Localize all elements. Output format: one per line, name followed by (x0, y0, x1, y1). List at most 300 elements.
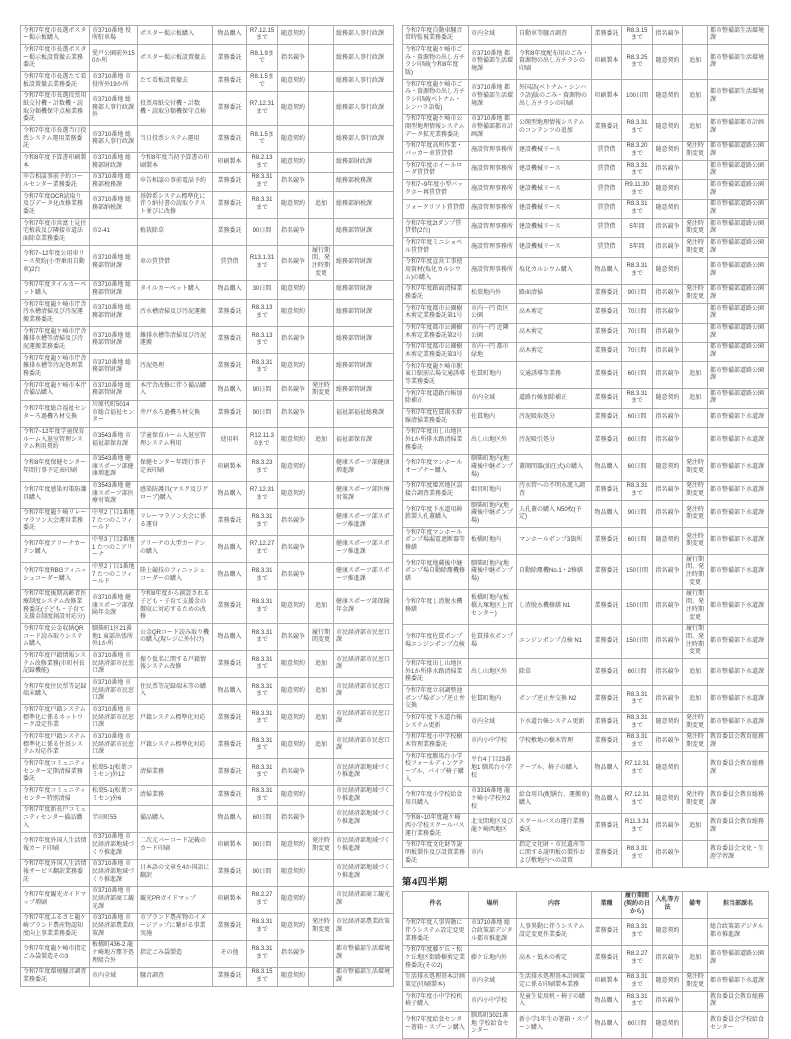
table-cell: 佐貫町地内 (469, 362, 517, 389)
table-row (21, 26, 394, 45)
table-cell: 指名競争 (653, 427, 683, 454)
table-cell: 令和7年度馴馬台小学校フォールディングテーブル、パイプ椅子購入 (403, 752, 469, 787)
table-cell (309, 562, 334, 589)
table-cell: 物品購入 (592, 454, 622, 481)
table-cell: 振り仮名に関する戸籍情報システム改修 (138, 651, 213, 678)
table-cell: 総務部人事行政課 (334, 126, 394, 153)
table-cell: 物品購入 (213, 535, 247, 562)
table-row (403, 238, 769, 257)
table-cell: 業務委託 (213, 732, 247, 759)
table-cell: 市民経済部市民窓口課 (334, 624, 394, 651)
table-cell: 井戸水ろ過機ろ材交換 (138, 400, 213, 427)
table-cell: 随意契約 (278, 589, 309, 624)
table-cell: 指名競争 (653, 732, 683, 751)
table-cell: 随意契約 (278, 354, 309, 381)
table-cell: 令和7年度直営工事使用資材(塩化カルシウム)の購入 (403, 257, 469, 284)
table-cell: 令和7年度総合福祉センターろ過機ろ材交換 (21, 400, 90, 427)
table-cell: マンホールポンプ3箇所 (517, 528, 592, 555)
table-cell: 物品購入 (592, 257, 622, 284)
table-cell: 随意契約 (278, 886, 309, 913)
table-cell: 都市整備部下水道課 (708, 713, 769, 732)
table-cell: 業務委託 (213, 91, 247, 126)
table-cell (683, 992, 708, 1011)
table-cell (309, 126, 334, 153)
table-cell: 下水道台帳システム更新 (517, 713, 592, 732)
table-cell: 物品購入 (213, 562, 247, 589)
table-cell: 追加 (683, 45, 708, 80)
table-cell: 業務委託 (592, 389, 622, 408)
table-cell: 5年間 (622, 219, 653, 238)
table-cell: 交通誘導等業務 (517, 362, 592, 389)
table-cell (309, 219, 334, 246)
table-cell: 業務委託 (592, 342, 622, 361)
table-cell: 令和7年度高所作業・パッカー車賃貸借 (403, 141, 469, 160)
table-cell (309, 535, 334, 562)
table-cell: 清掃業務 (138, 759, 213, 786)
table-cell: 松葉5-1(松葉コミセン)外12 (90, 759, 138, 786)
table-cell: 随意契約 (278, 705, 309, 732)
table-row (403, 362, 769, 389)
table-cell: 令和7年度小学校給食用具購入 (403, 786, 469, 813)
table-cell (683, 408, 708, 427)
table-cell: 発注時期変更 (683, 141, 708, 160)
table-row (403, 180, 769, 199)
table-row (403, 555, 769, 590)
table-cell: 市3710番地 市民経済部市民窓口課 (90, 678, 138, 705)
table-cell: 施設管理事務所 (469, 180, 517, 199)
table-cell: 物品購入 (592, 501, 622, 528)
table-cell: 教育委員会文化・生涯学習課 (708, 840, 769, 867)
table-cell: 都市整備部道路公園課 (708, 180, 769, 199)
table-cell: 市3710番地 健康スポーツ部保険年金課 (90, 589, 138, 624)
table-row (403, 659, 769, 686)
table-cell: 令和7年度し渣脱水機修繕 (403, 589, 469, 624)
table-cell: 市民経済部地域づくり推進課 (334, 786, 394, 805)
table-cell: 随意契約 (278, 280, 309, 299)
table-cell: 150日間 (622, 555, 653, 590)
table-cell: 随意契約 (653, 199, 683, 218)
table-cell: 給食用具(配膳台、運搬車)購入 (517, 786, 592, 813)
table-cell: 追加 (683, 389, 708, 408)
table-cell: 令和8年度当初予算書の印刷製本 (138, 153, 213, 172)
table-cell: 指名競争 (653, 945, 683, 972)
table-row (403, 284, 769, 303)
table-cell: 健康スポーツ部医療対策課 (334, 481, 394, 508)
table-row (403, 945, 769, 972)
table-row (21, 786, 394, 805)
table-cell: 指名競争 (653, 992, 683, 1011)
table-cell: 令和7年度市長選たて看板設置撤去業務委託 (21, 72, 90, 91)
table-cell: 指名競争 (653, 555, 683, 590)
table-cell (309, 172, 334, 191)
table-cell: 発注時期変更 (683, 481, 708, 500)
table-cell: 出し山地区外 (469, 659, 517, 686)
table-row (403, 141, 769, 160)
table-cell: 令和8年度予算書印刷製本 (21, 153, 90, 172)
table-cell: 90日間 (622, 501, 653, 528)
table-cell: 指名競争 (653, 589, 683, 624)
table-cell: 令和7年度ホイールローダ賃貸借 (403, 161, 469, 180)
table-cell: 追加 (309, 651, 334, 678)
table-cell (309, 327, 334, 354)
table-cell: 指名競争 (653, 304, 683, 323)
table-cell: 市内一円 都市緑地 (469, 342, 517, 361)
table-row (21, 535, 394, 562)
table-cell: 業務委託 (592, 840, 622, 867)
table-cell: 都市整備部下水道課 (708, 427, 769, 454)
table-cell: 業務委託 (592, 362, 622, 389)
table-cell: エンジンポンプ点検 N1 (517, 624, 592, 659)
table-cell: 基幹系システム標準化に伴う納付書の読取りテスト並びに改修 (138, 192, 213, 219)
table-cell: 公開型地理情報システムのコンテンツの追加 (517, 114, 592, 141)
table-cell: 追加 (683, 686, 708, 713)
table-row (403, 161, 769, 180)
table-cell: 追加 (683, 362, 708, 389)
table-cell: 都市整備部道路公園課 (708, 238, 769, 257)
table-cell (309, 400, 334, 427)
table-cell: 90日間 (247, 400, 278, 427)
table-cell: 都市整備部道路公園課 (708, 219, 769, 238)
table-cell: R8.1.5まで (247, 72, 278, 91)
table-cell: 追加 (683, 114, 708, 141)
table-cell: R8.3.31まで (622, 713, 653, 732)
table-cell: R8.3.31まで (247, 759, 278, 786)
table-cell: 履行期間、発注時期変更 (309, 246, 334, 281)
table-cell: 随意契約 (278, 967, 309, 986)
table-cell (309, 759, 334, 786)
table-cell: 指名競争 (278, 805, 309, 832)
table-cell: 都市整備部都市計画課 (708, 114, 769, 141)
table-cell: 市3710番地 都市整備部生活環境課 (469, 80, 517, 115)
table-cell: 総務部管財課 (334, 280, 394, 299)
table-row (21, 705, 394, 732)
table-cell: 健康スポーツ部スポーツ推進課 (334, 508, 394, 535)
table-cell: 令和7年度タイルカーペット購入 (21, 280, 90, 299)
table-cell: 60日間 (622, 454, 653, 481)
table-cell: 市3710番地 総務部管財課 (90, 327, 138, 354)
table-cell: 物品購入 (213, 26, 247, 45)
table-cell: 市3543番地 健康スポーツ部健康増進課 (90, 454, 138, 481)
table-cell: 都市整備部生活環境課 (708, 80, 769, 115)
table-cell: 指名競争 (653, 813, 683, 840)
table-cell: 中里3丁目2番地1 たつのこアリーナ (90, 535, 138, 562)
table-cell: 随意契約 (653, 257, 683, 284)
table-cell: 令和7年度下水道用鋳鉄製人孔蓋購入 (403, 501, 469, 528)
table-cell: 汚水管への不明水流入調査 (517, 481, 592, 500)
table-cell: 総務部人事行政課 (334, 72, 394, 91)
table-cell: 令和7年度コミュニティセンター特別清掃 (21, 786, 90, 805)
table-row (403, 501, 769, 528)
table-cell: 市3710番地 総務部人事行政課外 (90, 91, 138, 126)
table-cell: 90日間 (622, 284, 653, 303)
table-cell (683, 26, 708, 45)
table-cell: 中里2丁目1番地7 たつのこフィールド (90, 562, 138, 589)
table-cell: 市3710番地 都市整備部生活環境課 (469, 45, 517, 80)
table-cell: 物品購入 (213, 481, 247, 508)
table-cell: 発注時期変更 (683, 501, 708, 528)
table-cell: 指名競争 (653, 501, 683, 528)
table-cell: 物品購入 (213, 280, 247, 299)
table-cell: 令和7年度ふるさと龍ケ崎ブランド農産物認知度向上事業業務委託 (21, 913, 90, 940)
table-cell: R8.3.31まで (622, 732, 653, 751)
table-cell: 発注時期変更 (683, 786, 708, 813)
table-row (403, 972, 769, 991)
table-cell: 自動車等騒音調査 (517, 26, 592, 45)
table-cell: 都市整備部道路公園課 (708, 161, 769, 180)
table-cell: R8.3.31まで (622, 686, 653, 713)
table-row (21, 300, 394, 327)
table-cell: 指名競争 (653, 161, 683, 180)
table-cell: 市内全域 (469, 389, 517, 408)
table-cell: 業務委託 (213, 300, 247, 327)
table-cell: 都市整備部下水道課 (708, 972, 769, 991)
table-cell (309, 300, 334, 327)
table-cell: 追加 (683, 813, 708, 840)
table-cell: 随意契約 (653, 80, 683, 115)
table-cell: 随意契約 (653, 389, 683, 408)
table-row (403, 219, 769, 238)
table-cell: ポスター掲示板設置撤去 (138, 45, 213, 72)
table-row (21, 45, 394, 72)
table-cell: 総務部財政課 (334, 153, 394, 172)
table-cell: 150日間 (622, 589, 653, 624)
table-cell (309, 72, 334, 91)
table-cell (309, 454, 334, 481)
table-cell: 日本語の文章を4か国語に翻訳 (138, 859, 213, 886)
table-cell: 随意契約 (278, 427, 309, 454)
table-cell: 令和7年度コミュニティセンター定期清掃業務委託 (21, 759, 90, 786)
table-cell: 随意契約 (653, 713, 683, 732)
table-cell: 随意契約 (278, 26, 309, 45)
table-cell: 出し山地区外 (469, 427, 517, 454)
table-row (403, 80, 769, 115)
table-cell: 車の賃貸借 (138, 246, 213, 281)
table-row (21, 481, 394, 508)
table-row (21, 886, 394, 913)
table-cell: 随意契約 (278, 91, 309, 126)
table-cell: 総務部人事行政課 (334, 91, 394, 126)
table-cell: 市3710番地 総務部管財課 (90, 300, 138, 327)
table-cell: 姫宮町地内 (469, 481, 517, 500)
table-cell: 令和7年度龍ケ崎市ごみ・資源物の出し方チラシ印刷(令和8年度版) (403, 45, 469, 80)
fourth-quarter-heading: 第4四半期 (402, 876, 448, 888)
table-cell: 令和7年度OCR読取り及びデータ化改修業務委託 (21, 192, 90, 219)
table-cell: 都市整備部道路公園課 (708, 284, 769, 303)
table-cell: 発注時期変更 (683, 454, 708, 481)
table-cell: 指名競争 (278, 508, 309, 535)
table-cell: 市3710番地 総務部人事行政課 (90, 126, 138, 153)
table-cell: 馴柴町地内(地蔵後中継ポンプ場) (469, 501, 517, 528)
table-cell: 印刷製本 (592, 972, 622, 991)
table-cell: 令和7年度RBGフィニッシュコーダー購入 (21, 562, 90, 589)
table-cell: R8.2.13まで (247, 153, 278, 172)
table-cell: 馴柴町地内(地蔵後中継ポンプ場) (469, 454, 517, 481)
table-row (21, 805, 394, 832)
table-cell: R8.2.27まで (247, 886, 278, 913)
table-cell: 60日間 (247, 805, 278, 832)
table-cell (683, 323, 708, 342)
table-row (403, 342, 769, 361)
table-cell: 市3710番地 市民経済部地域づくり推進課 (90, 832, 138, 859)
table-cell: 随意契約 (653, 141, 683, 160)
table-cell: 令和7年度市営富士見住宅植栽及び隣接市道法面除草業務委託 (21, 219, 90, 246)
table-cell: 業務委託 (592, 555, 622, 590)
table-row (403, 304, 769, 323)
table-cell: 令和7年度龍ケ崎市ごみ・資源物の出し方チラシ印刷(ベトナム・シンハラ語版) (403, 80, 469, 115)
table-cell: 総務部管財課 (334, 300, 394, 327)
table-row (403, 786, 769, 813)
table-cell: し渣脱水機修繕 N1 (517, 589, 592, 624)
table-cell: 業務委託 (592, 918, 622, 945)
table-cell: 人事異動に伴うシステム設定変更作業委託 (517, 918, 592, 945)
table-cell: 馴馬町3021番地 学校給食センター (469, 1011, 517, 1038)
table-cell: 教育委員会教育総務課 (708, 992, 769, 1011)
table-cell: R8.3.31まで (622, 972, 653, 991)
table-cell: 都市整備部道路公園課 (708, 945, 769, 972)
table-row (403, 114, 769, 141)
table-cell: 都市整備部下水道課 (708, 408, 769, 427)
table-cell: 令和7年度感染対策防護具購入 (21, 481, 90, 508)
table-cell: その他 (213, 940, 247, 967)
table-cell: 都市整備部下水道課 (708, 686, 769, 713)
table-cell: 物品購入 (213, 678, 247, 705)
table-cell: 30日間 (247, 280, 278, 299)
table-cell: 建設機械リース (517, 161, 592, 180)
table-cell: 業務委託 (213, 400, 247, 427)
table-row (403, 589, 769, 624)
table-cell (309, 91, 334, 126)
table-cell: 業務委託 (592, 589, 622, 624)
table-cell: 随意契約 (653, 45, 683, 80)
table-cell: 蓋開閉器(油圧式)の購入 (517, 454, 592, 481)
table-row (21, 219, 394, 246)
table-cell: 令和7年度住民票等記録端末購入 (21, 678, 90, 705)
table-cell: 発注時期変更 (683, 528, 708, 555)
table-cell: 市3710番地 市役所外19か所 (90, 72, 138, 91)
table-cell: 北文間地区及び龍ケ崎西地区 (469, 813, 517, 840)
table-cell: 令和7年度マンホールポンプ場漏電遮断器等修繕 (403, 528, 469, 555)
table-cell: 都市整備部下水道課 (708, 659, 769, 686)
table-cell: 追加 (309, 427, 334, 454)
table-cell: R8.3.31まで (247, 678, 278, 705)
table-cell: 100日間 (622, 80, 653, 115)
table-cell: R8.3.31まで (622, 992, 653, 1011)
table-cell: 市内小中学校 (469, 992, 517, 1011)
table-cell: R8.3.31まで (247, 589, 278, 624)
table-cell: 佐貫地内 (469, 408, 517, 427)
table-cell: 印刷製本 (213, 886, 247, 913)
table-cell: 業務委託 (592, 304, 622, 323)
table-cell: 総務部納税課 (334, 192, 394, 219)
table-cell: 都市整備部生活環境課 (334, 967, 394, 986)
table-cell: 市民経済部商工観光課 (334, 886, 394, 913)
table-cell: 施設管理事務所 (469, 219, 517, 238)
table-row (403, 257, 769, 284)
table-cell: 市内小中学校 (469, 732, 517, 751)
table-cell: 平台4丁目23番地1 馴馬台小学校 (469, 752, 517, 787)
table-cell: 戸籍システム標準化対応 (138, 732, 213, 759)
column-header: 履行期間(契約の日から) (622, 891, 653, 918)
table-cell: 60日間 (622, 528, 653, 555)
table-cell: 賃貸借 (592, 180, 622, 199)
table-cell: 指名競争 (653, 342, 683, 361)
table-cell: 都市整備部道路公園課 (708, 362, 769, 389)
table-cell: 指名競争 (653, 284, 683, 303)
table-cell: 業務委託 (213, 786, 247, 805)
table-cell: 市3543番地 健康スポーツ部医療対策課 (90, 481, 138, 508)
table-cell: 60日間 (622, 659, 653, 686)
table-cell: 市3710番地 市民経済部市民窓口課 (90, 651, 138, 678)
table-cell: 発注時期変更 (683, 713, 708, 732)
table-cell: 総務部管財課 (334, 381, 394, 400)
table-cell: 令和7年度ミニショベル賃貸借 (403, 238, 469, 257)
table-cell (683, 161, 708, 180)
table-row (403, 1011, 769, 1038)
table-cell: 随意契約 (653, 180, 683, 199)
table-cell: 業務委託 (213, 327, 247, 354)
table-cell: 発注時期変更 (683, 284, 708, 303)
table-cell: 指名競争 (278, 381, 309, 400)
table-row (403, 528, 769, 555)
table-cell: 令和7年度自動車騒音常時監視業務委託 (403, 26, 469, 45)
table-cell: 福祉部福祉総務課 (334, 400, 394, 427)
table-cell: 建設機械リース (517, 141, 592, 160)
table-cell: 路面清掃 (517, 284, 592, 303)
table-cell: 指名競争 (653, 481, 683, 500)
table-row (21, 192, 394, 219)
table-cell: R8.3.31まで (622, 257, 653, 284)
table-cell: 市3710番地 役所駐車場 (90, 26, 138, 45)
table-row (21, 589, 394, 624)
table-cell: 指名競争 (653, 408, 683, 427)
table-cell: R8.3.15まで (247, 967, 278, 986)
table-cell: 随意契約 (278, 153, 309, 172)
column-header: 業種 (592, 891, 622, 918)
table-cell: 随意契約 (278, 678, 309, 705)
table-cell: 指名競争 (278, 940, 309, 967)
table-cell: 高木剪定 (517, 323, 592, 342)
table-cell: R8.3.31まで (247, 172, 278, 191)
table-cell: 市3316番地 龍ケ崎小学校外2校 (469, 786, 517, 813)
table-cell: 健康スポーツ部保険年金課 (334, 589, 394, 624)
table-cell: 建設機械リース (517, 238, 592, 257)
table-cell (309, 354, 334, 381)
table-cell: 随意契約 (278, 786, 309, 805)
table-cell (309, 940, 334, 967)
table-cell: 業務委託 (592, 732, 622, 751)
table-cell: R8.3.31まで (622, 389, 653, 408)
table-cell: 観光PRガイドマップ (138, 886, 213, 913)
table-cell: R8.1.9まで (247, 45, 278, 72)
table-cell: 70日間 (622, 323, 653, 342)
table-cell: 指名競争 (278, 535, 309, 562)
table-cell: 都市整備部下水道課 (708, 528, 769, 555)
table-cell: 随意契約 (278, 72, 309, 91)
table-cell: 教育委員会学校給食センター (708, 1011, 769, 1038)
table-cell: 賃貸借 (592, 141, 622, 160)
table-cell: 令和7年度龍ケ崎市本庁舎備品購入 (21, 381, 90, 400)
table-cell: 物品購入 (592, 786, 622, 813)
table-cell: 板橋町436-2 龍ケ崎地方塵芥処理組合外 (90, 940, 138, 967)
table-cell: 高木剪定 (517, 342, 592, 361)
table-cell: 賃貸借 (592, 199, 622, 218)
table-cell: 教育委員会教育総務課 (708, 752, 769, 787)
table-cell: R7.12.31まで (622, 752, 653, 787)
table-cell: 道路台帳加除補正 (517, 389, 592, 408)
table-cell: R8.3.31まで (622, 199, 653, 218)
table-row (403, 481, 769, 500)
table-cell: 賃貸借 (592, 219, 622, 238)
